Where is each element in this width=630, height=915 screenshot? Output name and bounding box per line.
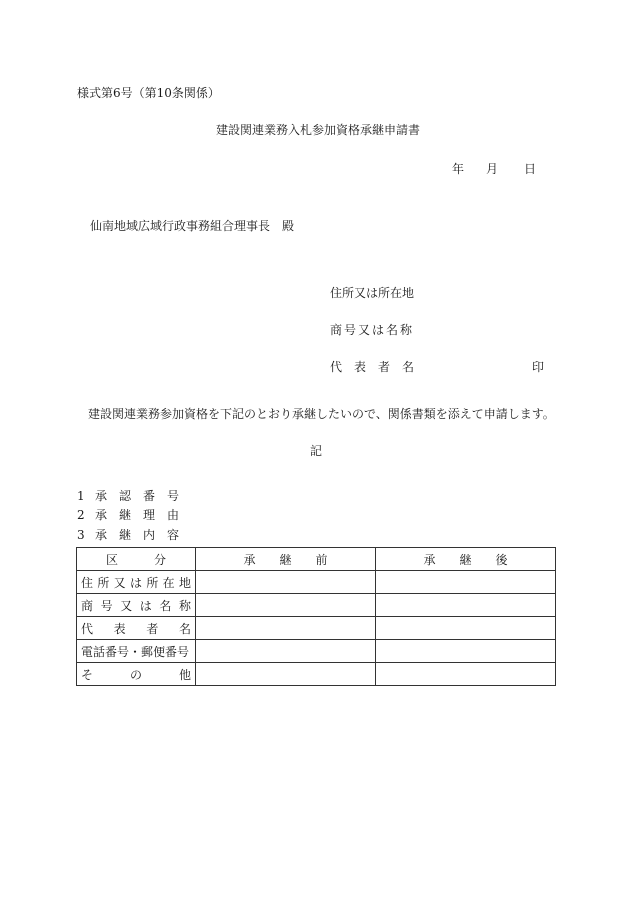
list-item bbox=[77, 506, 179, 523]
row-label-char: の bbox=[129, 667, 142, 682]
list-item-number: 2 bbox=[77, 508, 85, 522]
list-item-label: 承 認 番 号 bbox=[95, 489, 180, 503]
table-row bbox=[77, 640, 556, 663]
before-cell[interactable] bbox=[196, 617, 376, 640]
header-after: 承 継 後 bbox=[376, 548, 556, 571]
date-year: 年 bbox=[452, 162, 465, 176]
row-label bbox=[77, 617, 196, 640]
before-cell[interactable] bbox=[196, 663, 376, 686]
row-label-char: 表 bbox=[113, 621, 126, 636]
applicant-address-label: 住所又は所在地 bbox=[330, 286, 415, 300]
table-row bbox=[77, 594, 556, 617]
row-label-char: 在 bbox=[162, 575, 175, 590]
after-cell[interactable] bbox=[376, 640, 556, 663]
row-label-char: 称 bbox=[178, 598, 191, 613]
seal-mark: 印 bbox=[532, 360, 545, 374]
date-line bbox=[452, 160, 536, 177]
succession-table bbox=[76, 547, 556, 686]
row-label-char: 地 bbox=[178, 575, 191, 590]
row-label-char: は bbox=[129, 575, 142, 590]
row-label-char: 電話番号・郵便番号 bbox=[81, 644, 190, 659]
date-day: 日 bbox=[524, 162, 537, 176]
document-title: 建設関連業務入札参加資格承継申請書 bbox=[216, 123, 421, 137]
row-label-char: 他 bbox=[178, 667, 191, 682]
row-label-char: 代 bbox=[81, 621, 94, 636]
list-item-label: 承 継 理 由 bbox=[95, 508, 180, 522]
applicant-representative bbox=[330, 358, 544, 375]
row-label-char: は bbox=[139, 598, 152, 613]
table-row bbox=[77, 571, 556, 594]
after-cell[interactable] bbox=[376, 594, 556, 617]
row-label bbox=[77, 640, 196, 663]
row-label-char: 号 bbox=[100, 598, 113, 613]
after-cell[interactable] bbox=[376, 617, 556, 640]
after-cell[interactable] bbox=[376, 571, 556, 594]
body-text: 建設関連業務参加資格を下記のとおり承継したいので、関係書類を添えて申請します。 bbox=[88, 407, 555, 421]
table-header-row bbox=[77, 548, 556, 571]
before-cell[interactable] bbox=[196, 640, 376, 663]
before-cell[interactable] bbox=[196, 571, 376, 594]
row-label-char: 名 bbox=[159, 598, 172, 613]
row-label-char: 名 bbox=[178, 621, 191, 636]
form-number: 様式第6号（第10条関係） bbox=[77, 86, 220, 100]
after-cell[interactable] bbox=[376, 663, 556, 686]
table-row bbox=[77, 663, 556, 686]
list-item bbox=[77, 526, 179, 543]
row-label-char: 所 bbox=[97, 575, 110, 590]
row-label-char: そ bbox=[81, 667, 94, 682]
table-row bbox=[77, 617, 556, 640]
list-item-label: 承 継 内 容 bbox=[95, 528, 180, 542]
list-item-number: 3 bbox=[77, 528, 85, 542]
applicant-representative-label: 代 表 者 名 bbox=[330, 360, 415, 374]
row-label-char: 者 bbox=[146, 621, 159, 636]
date-month: 月 bbox=[486, 162, 499, 176]
row-label-char: 又 bbox=[113, 575, 126, 590]
row-label bbox=[77, 571, 196, 594]
row-label-char: 商 bbox=[81, 598, 94, 613]
ki-heading: 記 bbox=[310, 444, 323, 458]
list-item-number: 1 bbox=[77, 489, 85, 503]
addressee: 仙南地域広域行政事務組合理事長 殿 bbox=[90, 219, 295, 233]
before-cell[interactable] bbox=[196, 594, 376, 617]
row-label-char: 所 bbox=[146, 575, 159, 590]
row-label-char: 又 bbox=[120, 598, 133, 613]
applicant-trade-name-label: 商号又は名称 bbox=[330, 323, 415, 337]
row-label bbox=[77, 663, 196, 686]
row-label bbox=[77, 594, 196, 617]
header-category: 区 分 bbox=[77, 548, 196, 571]
header-before: 承 継 前 bbox=[196, 548, 376, 571]
row-label-char: 住 bbox=[81, 575, 94, 590]
list-item bbox=[77, 487, 179, 504]
